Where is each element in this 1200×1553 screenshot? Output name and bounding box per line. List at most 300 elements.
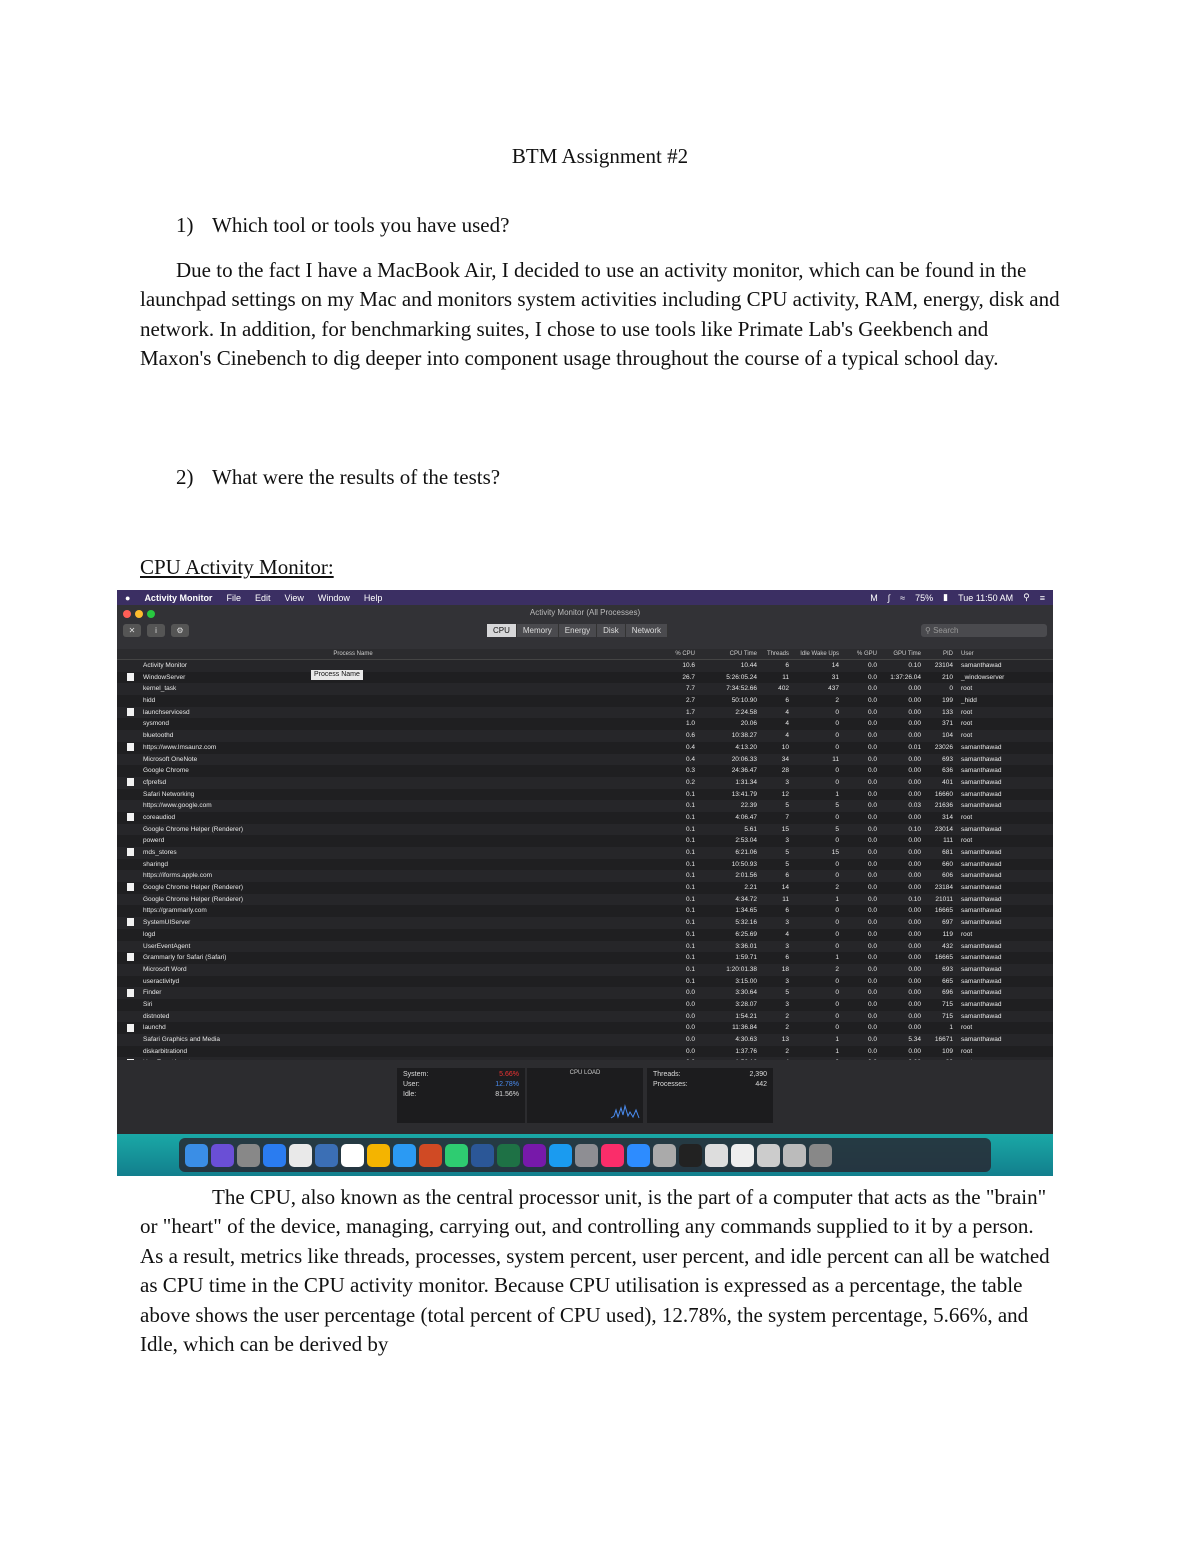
- cell-cpu-time: 13:41.79: [731, 790, 757, 798]
- cell-gpu-percent: 0.0: [867, 895, 877, 903]
- cell-idle-wake-ups: 0: [835, 813, 839, 821]
- cell-cpu-percent: 0.0: [685, 1024, 695, 1032]
- menubar-status: [870, 592, 1045, 603]
- cell-user: root: [961, 720, 973, 728]
- cell-cpu-percent: 0.1: [685, 965, 695, 973]
- cell-idle-wake-ups: 0: [835, 837, 839, 845]
- process-icon: [117, 952, 143, 964]
- cell-gpu-time: 0.00: [908, 1012, 921, 1020]
- cell-cpu-time: 7:34:52.66: [726, 685, 757, 693]
- cpu-footer: [117, 1060, 1053, 1134]
- cell-threads: 12: [781, 790, 789, 798]
- table-row: [117, 1046, 1053, 1058]
- cell-cpu-time: 3:36.01: [735, 942, 757, 950]
- cell-gpu-time: 0.00: [908, 849, 921, 856]
- paragraph-2-text: The CPU, also known as the central processor unit, is the part of a computer that acts as the "brain" or "heart" of the device, managing, carrying out, and controlling any commands supplied to it by a person. As a result, metrics like threads, processes, system percent, user percent, and idle percent can all be watched as CPU time in the CPU activity monitor. Because CPU utilisation is expressed as a percentage, the table above shows the user percentage (total percent of CPU used), 12.78%, the system percentage, 5.66%, and Idle, which can be derived by: [140, 1185, 1050, 1357]
- cell-gpu-percent: 0.0: [867, 907, 877, 915]
- cell-gpu-percent: 0.0: [867, 778, 877, 786]
- cell-gpu-percent: 0.0: [867, 662, 877, 669]
- cell-gpu-percent: 0.0: [867, 872, 877, 880]
- cell-cpu-time: 20.06: [740, 720, 757, 728]
- cell-process-name: cfprefsd: [143, 778, 167, 786]
- table-row: [117, 765, 1053, 777]
- table-row: [117, 847, 1053, 859]
- cell-pid: 636: [942, 767, 953, 775]
- cell-gpu-percent: 0.0: [867, 673, 877, 681]
- cell-user: samanthawad: [961, 1036, 1002, 1043]
- cell-cpu-percent: 0.1: [685, 954, 695, 962]
- cell-cpu-percent: 0.1: [685, 825, 695, 833]
- cell-gpu-percent: 0.0: [867, 720, 877, 728]
- wifi-icon: ≈: [900, 592, 906, 603]
- cell-threads: 5: [785, 989, 789, 997]
- cell-pid: 371: [942, 720, 953, 728]
- process-icon: [117, 987, 143, 999]
- cell-cpu-time: 5:26:05.24: [726, 673, 757, 681]
- cell-pid: 199: [942, 697, 953, 705]
- cell-gpu-time: 0.00: [908, 837, 921, 845]
- cpu-load-graph: [611, 1104, 639, 1120]
- cell-pid: 693: [942, 755, 953, 763]
- tab-bar: [487, 624, 668, 637]
- cell-user: samanthawad: [961, 860, 1002, 868]
- cell-gpu-time: 0.00: [908, 860, 921, 868]
- cell-cpu-percent: 0.0: [685, 1000, 695, 1008]
- cell-process-name: sharingd: [143, 860, 168, 868]
- process-icon: [117, 1034, 143, 1046]
- process-icon: [117, 964, 143, 976]
- table-row: [117, 660, 1053, 672]
- paragraph-1: [140, 256, 1060, 374]
- process-icon: [117, 941, 143, 953]
- dock-app-icon: [627, 1144, 650, 1167]
- col-user: User: [961, 651, 974, 657]
- cell-cpu-time: 24:36.47: [731, 767, 757, 775]
- cell-user: root: [961, 732, 973, 740]
- cell-pid: 606: [942, 872, 953, 880]
- cell-pid: 693: [942, 965, 953, 973]
- cell-threads: 6: [785, 954, 789, 962]
- cell-pid: 16665: [934, 954, 953, 962]
- col-cpu-time: CPU Time: [729, 651, 757, 657]
- cell-cpu-time: 5:32.16: [735, 919, 757, 927]
- process-icon: [117, 847, 143, 859]
- cell-pid: 210: [942, 673, 953, 681]
- cell-pid: 104: [942, 732, 953, 740]
- process-icon: [117, 672, 143, 684]
- gear-icon: ⚙: [171, 624, 189, 637]
- process-icon: [117, 730, 143, 742]
- cell-threads: 5: [785, 860, 789, 868]
- process-icon: [117, 789, 143, 801]
- dock-app-icon: [705, 1144, 728, 1167]
- question-1-number: 1): [176, 213, 194, 237]
- cell-threads: 3: [785, 919, 789, 927]
- cell-process-name: Finder: [143, 989, 162, 997]
- idle-value: 81.56%: [495, 1091, 519, 1098]
- table-row: [117, 730, 1053, 742]
- cell-gpu-time: 0.00: [908, 977, 921, 985]
- cell-process-name: Grammarly for Safari (Safari): [143, 954, 227, 962]
- cell-user: samanthawad: [961, 954, 1002, 962]
- cell-gpu-time: 0.00: [908, 778, 921, 786]
- system-label: System:: [403, 1071, 429, 1078]
- cell-cpu-percent: 0.4: [685, 743, 695, 751]
- cell-process-name: Google Chrome Helper (Renderer): [143, 884, 244, 892]
- search-placeholder: Search: [933, 626, 959, 635]
- cell-cpu-time: 2:24.58: [735, 708, 757, 716]
- cell-gpu-percent: 0.0: [867, 930, 877, 938]
- cell-cpu-time: 1:20:01.38: [726, 965, 757, 973]
- cell-cpu-percent: 0.1: [685, 977, 695, 985]
- cell-user: samanthawad: [961, 825, 1002, 833]
- cell-user: samanthawad: [961, 1012, 1002, 1020]
- table-row: [117, 976, 1053, 988]
- activity-monitor-window: [117, 605, 1053, 1060]
- cell-process-name: distnoted: [143, 1012, 170, 1020]
- dock-app-icon: [393, 1144, 416, 1167]
- cell-threads: 3: [785, 942, 789, 950]
- cell-gpu-percent: 0.0: [867, 849, 877, 856]
- cell-gpu-percent: 0.0: [867, 1036, 877, 1043]
- cell-cpu-percent: 0.6: [685, 732, 695, 740]
- cell-idle-wake-ups: 5: [835, 825, 839, 833]
- battery-percent: 75%: [915, 592, 934, 603]
- dock-app-icon: [549, 1144, 572, 1167]
- dock-app-icon: [445, 1144, 468, 1167]
- cell-user: _hidd: [961, 697, 977, 705]
- question-2: [176, 465, 500, 490]
- cell-user: samanthawad: [961, 767, 1002, 775]
- table-row: [117, 1022, 1053, 1034]
- cell-pid: 660: [942, 860, 953, 868]
- battery-icon: ▮: [943, 592, 949, 602]
- cell-threads: 6: [785, 697, 789, 705]
- cell-gpu-time: 0.00: [908, 697, 921, 705]
- cell-process-name: Microsoft OneNote: [143, 755, 198, 763]
- process-icon: [117, 835, 143, 847]
- cell-process-name: kernel_task: [143, 685, 177, 693]
- dock-app-icon: [653, 1144, 676, 1167]
- cell-process-name: Safari Networking: [143, 790, 195, 798]
- cell-pid: 119: [942, 930, 953, 938]
- cell-process-name: https://www.lmsaunz.com: [143, 743, 217, 751]
- cell-threads: 34: [781, 755, 789, 763]
- cell-cpu-time: 6:25.69: [735, 930, 757, 938]
- cell-pid: 16660: [934, 790, 953, 798]
- cell-process-name: powerd: [143, 837, 165, 845]
- table-row: [117, 789, 1053, 801]
- cell-process-name: mds_stores: [143, 849, 177, 856]
- cell-cpu-percent: 0.0: [685, 989, 695, 997]
- process-icon: [117, 660, 143, 672]
- cell-idle-wake-ups: 0: [835, 708, 839, 716]
- table-row: [117, 672, 1053, 684]
- cell-threads: 6: [785, 872, 789, 880]
- cell-cpu-time: 2.21: [744, 884, 757, 892]
- activity-monitor-screenshot: [117, 590, 1053, 1176]
- process-icon: [117, 882, 143, 894]
- table-row: [117, 941, 1053, 953]
- table-row: [117, 882, 1053, 894]
- cell-user: root: [961, 1047, 973, 1055]
- cell-process-name: diskarbitrationd: [143, 1047, 188, 1055]
- cell-idle-wake-ups: 0: [835, 778, 839, 786]
- cell-gpu-time: 0.01: [908, 743, 921, 751]
- cell-cpu-time: 4:34.72: [735, 895, 757, 903]
- table-row: [117, 683, 1053, 695]
- table-row: [117, 987, 1053, 999]
- cell-gpu-time: 0.00: [908, 685, 921, 693]
- cell-cpu-time: 2:53.04: [735, 837, 757, 845]
- cell-idle-wake-ups: 1: [835, 954, 839, 962]
- cell-cpu-time: 4:06.47: [735, 813, 757, 821]
- cell-threads: 3: [785, 977, 789, 985]
- question-1: [176, 213, 509, 238]
- cell-threads: 2: [785, 1047, 789, 1055]
- cell-threads: 11: [782, 673, 789, 681]
- tooltip: Process Name: [311, 670, 363, 680]
- cell-gpu-time: 0.10: [908, 825, 921, 833]
- cell-user: samanthawad: [961, 942, 1002, 950]
- cell-pid: 665: [942, 977, 953, 985]
- cell-gpu-percent: 0.0: [867, 685, 877, 693]
- cell-threads: 15: [781, 825, 789, 833]
- table-row: [117, 800, 1053, 812]
- paragraph-2: [140, 1183, 1060, 1359]
- col-gpu: % GPU: [856, 651, 877, 657]
- process-icon: [117, 999, 143, 1011]
- cell-gpu-percent: 0.0: [867, 1024, 877, 1032]
- cell-pid: 715: [942, 1012, 953, 1020]
- cell-cpu-percent: 0.2: [685, 778, 695, 786]
- table-row: [117, 754, 1053, 766]
- table-row: [117, 905, 1053, 917]
- cell-gpu-percent: 0.0: [867, 732, 877, 740]
- processes-value: 442: [755, 1081, 767, 1088]
- process-icon: [117, 812, 143, 824]
- cpu-load-panel: [527, 1068, 643, 1123]
- menubar-app-name: Activity Monitor: [144, 592, 213, 603]
- threads-value: 2,390: [749, 1071, 767, 1078]
- cell-gpu-percent: 0.0: [867, 813, 877, 821]
- cell-cpu-time: 10:38.27: [731, 732, 757, 740]
- dock-app-icon: [341, 1144, 364, 1167]
- cell-idle-wake-ups: 0: [835, 907, 839, 915]
- cell-gpu-percent: 0.0: [867, 977, 877, 985]
- cell-pid: 697: [942, 919, 953, 927]
- cell-cpu-percent: 0.0: [685, 1047, 695, 1055]
- cell-cpu-time: 20:06.33: [731, 755, 757, 763]
- cell-threads: 5: [785, 849, 789, 856]
- cell-gpu-percent: 0.0: [867, 755, 877, 763]
- cell-idle-wake-ups: 0: [835, 989, 839, 997]
- cell-gpu-time: 0.10: [908, 895, 921, 903]
- cell-pid: 109: [942, 1047, 953, 1055]
- cell-gpu-percent: 0.0: [867, 965, 877, 973]
- cell-cpu-percent: 7.7: [685, 685, 695, 693]
- cell-threads: 5: [785, 802, 789, 810]
- process-icon: [117, 976, 143, 988]
- cell-cpu-time: 1:31.34: [735, 778, 757, 786]
- cell-process-name: logd: [143, 930, 156, 938]
- apple-icon: ●: [125, 592, 131, 603]
- threads-processes-panel: [647, 1068, 773, 1123]
- cell-user: samanthawad: [961, 778, 1002, 786]
- cell-cpu-time: 10:50.93: [731, 860, 757, 868]
- cell-idle-wake-ups: 0: [835, 860, 839, 868]
- process-icon: [117, 917, 143, 929]
- bluetooth-icon: ∫: [887, 592, 891, 603]
- table-row: [117, 812, 1053, 824]
- process-icon: [117, 695, 143, 707]
- cell-process-name: bluetoothd: [143, 732, 174, 740]
- cell-idle-wake-ups: 0: [835, 919, 839, 927]
- cell-user: root: [961, 1024, 973, 1032]
- cell-gpu-time: 0.00: [908, 732, 921, 740]
- cell-gpu-time: 0.00: [908, 907, 921, 915]
- cell-pid: 16665: [934, 907, 953, 915]
- cell-idle-wake-ups: 0: [835, 930, 839, 938]
- cell-cpu-percent: 10.6: [682, 662, 695, 669]
- cell-user: samanthawad: [961, 743, 1002, 751]
- dock-app-icon: [289, 1144, 312, 1167]
- cell-cpu-percent: 0.1: [685, 895, 695, 903]
- table-row: [117, 870, 1053, 882]
- mac-menubar: [117, 590, 1053, 605]
- dock-app-icon: [211, 1144, 234, 1167]
- cell-pid: 696: [942, 989, 953, 997]
- process-icon: [117, 894, 143, 906]
- cell-user: samanthawad: [961, 907, 1002, 915]
- cell-gpu-time: 0.00: [908, 1024, 921, 1032]
- cell-cpu-time: 10.44: [740, 662, 757, 669]
- table-row: [117, 952, 1053, 964]
- cell-cpu-percent: 1.0: [685, 720, 695, 728]
- cell-threads: 2: [785, 1012, 789, 1020]
- cell-gpu-percent: 0.0: [867, 767, 877, 775]
- system-value: 5.66%: [499, 1071, 519, 1078]
- table-row: [117, 1034, 1053, 1046]
- cell-threads: 13: [781, 1036, 789, 1043]
- cell-threads: 4: [785, 708, 789, 716]
- cell-gpu-percent: 0.0: [867, 884, 877, 892]
- dock-app-icon: [679, 1144, 702, 1167]
- cell-user: samanthawad: [961, 1000, 1002, 1008]
- cell-gpu-percent: 0.0: [867, 837, 877, 845]
- cell-cpu-percent: 0.0: [685, 1012, 695, 1020]
- table-row: [117, 742, 1053, 754]
- cell-gpu-time: 0.00: [908, 708, 921, 716]
- cell-cpu-percent: 0.1: [685, 919, 695, 927]
- document-title: BTM Assignment #2: [511, 144, 689, 168]
- process-icon: [117, 905, 143, 917]
- cell-gpu-percent: 0.0: [867, 825, 877, 833]
- table-row: [117, 894, 1053, 906]
- table-row: [117, 824, 1053, 836]
- cell-cpu-time: 5.61: [744, 825, 757, 833]
- cell-pid: 401: [942, 778, 953, 786]
- dock-app-icon: [783, 1144, 806, 1167]
- cell-cpu-time: 1:37.76: [735, 1047, 757, 1055]
- table-row: [117, 695, 1053, 707]
- cell-user: samanthawad: [961, 662, 1002, 669]
- cell-gpu-time: 0.00: [908, 930, 921, 938]
- cell-user: root: [961, 837, 973, 845]
- dock-area: [117, 1134, 1053, 1176]
- cell-gpu-time: 0.00: [908, 767, 921, 775]
- cell-cpu-percent: 0.1: [685, 802, 695, 810]
- cell-idle-wake-ups: 0: [835, 743, 839, 751]
- cell-cpu-time: 1:59.71: [735, 954, 757, 962]
- window-titlebar: [117, 605, 1053, 649]
- processes-label: Processes:: [653, 1081, 688, 1088]
- table-row: [117, 917, 1053, 929]
- dock-app-icon: [601, 1144, 624, 1167]
- cell-user: samanthawad: [961, 895, 1002, 903]
- process-icon: [117, 683, 143, 695]
- cell-cpu-time: 50:10.90: [731, 697, 757, 705]
- cell-gpu-time: 0.00: [908, 942, 921, 950]
- process-icon: [117, 718, 143, 730]
- col-threads: Threads: [766, 651, 789, 657]
- cell-threads: 10: [781, 743, 789, 751]
- cell-gpu-time: 0.03: [908, 802, 921, 810]
- cell-gpu-time: 0.10: [908, 662, 921, 669]
- col-process-name: Process Name: [333, 651, 373, 657]
- process-icon: [117, 1046, 143, 1058]
- cell-user: root: [961, 708, 973, 716]
- cell-gpu-percent: 0.0: [867, 989, 877, 997]
- info-icon: i: [147, 624, 165, 637]
- cell-threads: 402: [778, 685, 789, 693]
- dock-app-icon: [757, 1144, 780, 1167]
- process-icon: [117, 742, 143, 754]
- cell-process-name: Activity Monitor: [143, 662, 188, 669]
- cell-idle-wake-ups: 0: [835, 872, 839, 880]
- cell-gpu-percent: 0.0: [867, 1047, 877, 1055]
- cell-process-name: UserEventAgent: [143, 942, 191, 950]
- cell-gpu-time: 5.34: [908, 1036, 921, 1043]
- cell-threads: 14: [781, 884, 789, 892]
- cell-gpu-time: 1:37:26.04: [890, 673, 921, 681]
- cell-process-name: sysmond: [143, 720, 170, 728]
- table-row: [117, 999, 1053, 1011]
- cell-threads: 2: [785, 1024, 789, 1032]
- cell-pid: 0: [949, 685, 953, 693]
- cell-gpu-percent: 0.0: [867, 1012, 877, 1020]
- menu-help: Help: [363, 592, 383, 603]
- cell-idle-wake-ups: 1: [835, 1036, 839, 1043]
- cell-pid: 23026: [934, 743, 953, 751]
- dock-app-icon: [809, 1144, 832, 1167]
- cell-pid: 23184: [934, 884, 953, 892]
- table-header: [117, 649, 1053, 660]
- cell-idle-wake-ups: 2: [835, 965, 839, 973]
- cpu-stats-panel: [397, 1068, 525, 1123]
- cell-gpu-time: 0.00: [908, 720, 921, 728]
- cell-user: samanthawad: [961, 989, 1002, 997]
- gmail-icon: M: [870, 592, 878, 603]
- process-table: [117, 660, 1053, 1060]
- cell-idle-wake-ups: 0: [835, 942, 839, 950]
- cell-idle-wake-ups: 2: [835, 697, 839, 705]
- col-gpu-time: GPU Time: [893, 651, 921, 657]
- cpu-load-label: CPU LOAD: [569, 1070, 601, 1076]
- dock-app-icon: [237, 1144, 260, 1167]
- process-icon: [117, 777, 143, 789]
- cell-gpu-percent: 0.0: [867, 954, 877, 962]
